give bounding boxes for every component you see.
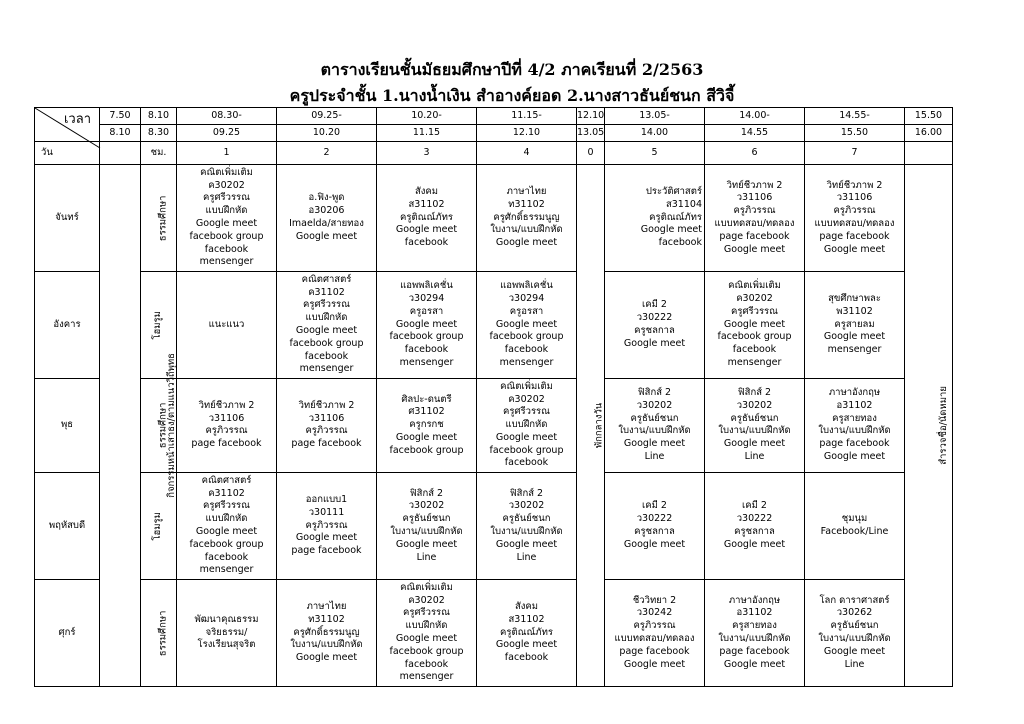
morning-activity-label: กิจกรรมหน้าเสาธง/ตามแนววิถีพุทธ [165,353,177,498]
time-start: 7.50 [100,108,141,125]
class-line: Google meet [295,652,358,664]
class-line: facebook [504,652,549,664]
hour-label: ชม. [141,142,177,165]
time-start: 14.55- [805,108,905,125]
class-line: ใบงาน/แบบฝึกหัด [718,425,791,437]
class-line: ฟิสิกส์ 2 [737,387,772,399]
time-start: 13.05- [605,108,705,125]
class-cell [477,579,577,686]
class-line: ว30202 [508,500,545,512]
class-line: Google meet [823,451,886,463]
class-line: ฟิสิกส์ 2 [409,487,444,499]
class-cell [605,272,705,379]
class-line: อ31102 [836,399,873,411]
class-line: ใบงาน/แบบฝึกหัด [618,425,691,437]
class-line: mensenger [727,357,782,369]
class-line: จริยธรรม/ [205,626,248,638]
class-line: ว30242 [636,607,673,619]
class-line: Google meet [495,538,558,550]
class-line: ส31104 [665,198,702,210]
class-line: Google meet [723,658,786,670]
class-line: page facebook [291,545,362,557]
class-cell [805,165,905,272]
class-line: ว30202 [408,500,445,512]
class-line: facebook [732,344,777,356]
homeroom-cell: โฮมรูม [141,472,177,579]
class-cell [605,472,705,579]
class-line: ครูอรสา [409,305,444,317]
class-line: facebook [204,243,249,255]
day-name: พุธ [35,379,100,473]
class-line: ครูติณณ์ภัทร [500,626,553,638]
class-line: facebook [504,344,549,356]
class-line: Google meet [395,632,458,644]
period-number: 4 [477,142,577,165]
day-row [35,165,953,272]
class-line: แอพพลิเคชั่น [500,280,553,292]
class-line: page facebook [819,438,890,450]
class-line: Google meet [640,224,702,236]
class-line: facebook group [389,444,464,456]
class-line: ครูกรกช [409,419,444,431]
class-cell [605,579,705,686]
class-line: Line [844,658,865,670]
time-end: 12.10 [477,125,577,142]
class-line: ภาษาไทย [306,600,347,612]
class-line: ครูศรีวรรณ [303,299,350,311]
class-cell [277,272,377,379]
class-line: Line [644,451,665,463]
evening-label: สำรวจชื่อ/นัดหมาย [937,386,949,465]
class-cell [277,472,377,579]
class-line: ครูภิวรรณ [733,205,776,217]
class-line: Imaelda/สายทอง [289,218,364,230]
class-line: facebook group [489,444,564,456]
class-line: ศิลปะ-ดนตรี [401,393,452,405]
class-line: Google meet [395,224,458,236]
class-cell [377,579,477,686]
period-number [100,142,141,165]
class-line: พัฒนาคุณธรรม [194,613,259,625]
homeroom-cell: โฮมรูม [141,272,177,379]
day-name: ศุกร์ [35,579,100,686]
class-line: ครูภิวรรณ [833,205,876,217]
class-line: ค31102 [308,286,345,298]
class-line: ศ31102 [408,406,445,418]
class-line: สังคม [514,600,539,612]
class-cell [805,272,905,379]
class-cell [477,165,577,272]
class-line: Google meet [195,218,258,230]
class-line: ค30202 [208,179,245,191]
class-line: แนะแนว [208,318,245,330]
class-line: ว30111 [308,506,345,518]
corner-cell [35,108,100,142]
class-line: ใบงาน/แบบฝึกหัด [818,632,891,644]
class-line: mensenger [499,357,554,369]
class-line: facebook group [189,230,264,242]
homeroom-teachers: ครูประจำชั้น 1.นางน้ำเงิน สำอางค์ยอด 2.นางสาวธันย์ชนก สีวิจี้ [289,86,735,105]
class-line: ท31102 [508,198,545,210]
class-line: วิทย์ชีวภาพ 2 [298,399,355,411]
class-cell [177,472,277,579]
class-cell [705,165,805,272]
homeroom-cell: ธรรมศึกษา [141,579,177,686]
class-line: ว30222 [636,312,673,324]
class-line: facebook [404,344,449,356]
class-line: Google meet [295,532,358,544]
lunch-cell [577,165,605,687]
class-line: แบบฝึกหัด [405,620,448,632]
period-number: 7 [805,142,905,165]
class-line: Line [416,551,437,563]
class-line: Line [516,551,537,563]
class-line: วิทย์ชีวภาพ 2 [826,179,883,191]
class-line: facebook [404,658,449,670]
class-line: ครูศักดิ์ธรรมนูญ [493,211,560,223]
class-line: ครูสายลม [834,318,875,330]
class-line: คณิตเพิ่มเติม [200,166,253,178]
class-line: ครูชลกาล [634,325,675,337]
class-line: ว31106 [308,412,345,424]
time-start: 08.30- [177,108,277,125]
day-name: จันทร์ [35,165,100,272]
class-line: สังคม [414,186,439,198]
class-line: ใบงาน/แบบฝึกหัด [490,525,563,537]
day-name: พฤหัสบดี [35,472,100,579]
class-line: Google meet [723,243,786,255]
class-cell [605,165,705,272]
class-line: facebook [304,350,349,362]
day-row [35,579,953,686]
class-line: Google meet [823,331,886,343]
time-end: 11.15 [377,125,477,142]
homeroom-cell: ธรรมศึกษา [141,379,177,473]
class-line: ครูธันย์ชนก [730,412,779,424]
class-line: Google meet [723,538,786,550]
class-line: เคมี 2 [742,500,767,512]
class-line: ภาษาอังกฤษ [728,594,781,606]
class-line: ออกแบบ1 [305,493,348,505]
lunch-label: พักกลางวัน [593,402,605,449]
class-line: ท31102 [308,613,345,625]
time-start: 11.15- [477,108,577,125]
class-line: ค31102 [208,487,245,499]
class-line: Line [744,451,765,463]
homeroom-cell: ธรรมศึกษา [141,165,177,272]
class-line: เคมี 2 [642,500,667,512]
class-cell [805,379,905,473]
class-cell [177,379,277,473]
class-line: ประวัติศาสตร์ [645,186,702,198]
class-cell [177,165,277,272]
time-end: 14.55 [705,125,805,142]
class-line: แบบฝึกหัด [205,513,248,525]
class-line: mensenger [399,357,454,369]
class-line: ว31106 [736,192,773,204]
class-line: ครูภิวรรณ [633,620,676,632]
class-line: Google meet [623,658,686,670]
time-start: 15.50 [905,108,953,125]
class-line: ส31102 [508,613,545,625]
class-line: แบบฝึกหัด [305,312,348,324]
class-line: ส31102 [408,198,445,210]
class-line: page facebook [719,230,790,242]
time-start: 10.20- [377,108,477,125]
class-line: page facebook [291,438,362,450]
class-cell [477,272,577,379]
class-line: Google meet [495,639,558,651]
class-cell [705,379,805,473]
period-number: 0 [577,142,605,165]
day-name: อังคาร [35,272,100,379]
time-label: เวลา [63,112,91,127]
class-line: ครูศักดิ์ธรรมนูญ [293,626,360,638]
period-number [905,142,953,165]
timetable [34,107,953,687]
class-line: คณิตศาสตร์ [201,474,252,486]
evening-cell [905,165,953,687]
class-line: ว31106 [836,192,873,204]
class-line: ครูศรีวรรณ [203,500,250,512]
class-line: Google meet [295,230,358,242]
class-line: facebook group [289,337,364,349]
class-line: ครูภิวรรณ [205,425,248,437]
class-line: ภาษาอังกฤษ [828,387,881,399]
class-line: แบบทดสอบ/ทดลอง [814,218,895,230]
class-cell [805,472,905,579]
class-line: อ.ฟิง-พูด [308,192,345,204]
class-line: Google meet [495,318,558,330]
class-line: facebook [204,551,249,563]
class-line: ว30202 [736,399,773,411]
class-line: ภาษาไทย [506,186,547,198]
timetable-title: ตารางเรียนชั้นมัธยมศึกษาปีที่ 4/2 ภาคเรียนที่ 2/2563 [320,60,704,79]
class-line: ครูสายทอง [832,412,877,424]
class-line: Google meet [395,318,458,330]
class-line: Google meet [395,538,458,550]
class-cell [605,379,705,473]
class-line: โลก ดาราศาสตร์ [819,594,890,606]
class-line: facebook [504,457,549,469]
time-start: 12.10 [577,108,605,125]
class-line: ครูธันย์ชนก [502,513,551,525]
class-line: ว31106 [208,412,245,424]
class-line: mensenger [827,344,882,356]
class-line: คณิตเพิ่มเติม [728,280,781,292]
class-line: แบบทดสอบ/ทดลอง [714,218,795,230]
class-cell [705,472,805,579]
class-line: ใบงาน/แบบฝึกหัด [818,425,891,437]
class-cell [477,472,577,579]
time-start: 14.00- [705,108,805,125]
class-line: ค30202 [408,594,445,606]
class-line: Google meet [495,237,558,249]
period-number: 1 [177,142,277,165]
class-line: ใบงาน/แบบฝึกหัด [718,632,791,644]
class-line: ครูอรสา [509,305,544,317]
class-line: เคมี 2 [642,299,667,311]
class-line: facebook [658,237,702,249]
class-cell [377,472,477,579]
class-cell [377,165,477,272]
class-line: อ30206 [308,205,345,217]
class-line: ว30294 [508,293,545,305]
period-number: 5 [605,142,705,165]
class-line: วิทย์ชีวภาพ 2 [198,399,255,411]
class-line: ครูชลกาล [634,525,675,537]
class-line: Google meet [495,431,558,443]
class-line: facebook group [489,331,564,343]
class-line: ชุมนุม [841,513,868,525]
class-line: สุขศึกษาพละ [828,293,881,305]
class-cell [277,165,377,272]
class-cell [177,272,277,379]
class-line: ครูธันย์ชนก [830,620,879,632]
class-line: Google meet [623,337,686,349]
time-end: 16.00 [905,125,953,142]
class-line: Google meet [823,243,886,255]
class-line: แบบฝึกหัด [205,205,248,217]
time-start: 09.25- [277,108,377,125]
class-line: คณิตเพิ่มเติม [400,581,453,593]
period-number: 3 [377,142,477,165]
time-end: 8.30 [141,125,177,142]
class-line: Google meet [823,645,886,657]
class-line: ใบงาน/แบบฝึกหัด [490,224,563,236]
class-line: ว30202 [636,399,673,411]
class-line: ครูศรีวรรณ [503,406,550,418]
class-cell [377,272,477,379]
class-line: ใบงาน/แบบฝึกหัด [290,639,363,651]
class-cell [705,272,805,379]
class-line: mensenger [199,256,254,268]
class-line: Google meet [723,318,786,330]
class-line: คณิตเพิ่มเติม [500,380,553,392]
class-line: ค30202 [508,393,545,405]
class-line: วิทย์ชีวภาพ 2 [726,179,783,191]
class-line: mensenger [299,363,354,375]
class-line: อ31102 [736,607,773,619]
class-line: ครูธันย์ชนก [402,513,451,525]
class-cell [705,579,805,686]
class-line: แอพพลิเคชั่น [400,280,453,292]
class-line: ฟิสิกส์ 2 [509,487,544,499]
class-line: facebook group [389,331,464,343]
class-line: ครูภิวรรณ [305,425,348,437]
class-line: Google meet [723,438,786,450]
class-cell [277,579,377,686]
class-line: ใบงาน/แบบฝึกหัด [390,525,463,537]
time-end: 10.20 [277,125,377,142]
class-line: ครูสายทอง [732,620,777,632]
class-line: Google meet [195,525,258,537]
day-label: วัน [35,142,100,165]
class-line: แบบทดสอบ/ทดลอง [614,632,695,644]
class-line: Google meet [623,438,686,450]
time-end: 13.05 [577,125,605,142]
period-number: 2 [277,142,377,165]
class-line: ครูติณณ์ภัทร [400,211,453,223]
class-line: page facebook [619,645,690,657]
class-line: facebook [404,237,449,249]
time-end: 8.10 [100,125,141,142]
class-cell [477,379,577,473]
class-line: facebook group [189,538,264,550]
time-start: 8.10 [141,108,177,125]
class-line: ครูศรีวรรณ [731,305,778,317]
class-line: page facebook [719,645,790,657]
class-line: คณิตศาสตร์ [301,273,352,285]
class-line: ครูธันย์ชนก [630,412,679,424]
class-line: ว30294 [408,293,445,305]
class-line: ครูภิวรรณ [305,519,348,531]
class-line: page facebook [819,230,890,242]
period-number: 6 [705,142,805,165]
class-line: facebook group [717,331,792,343]
class-line: facebook group [389,645,464,657]
class-line: page facebook [191,438,262,450]
class-line: mensenger [199,564,254,576]
class-line: พ31102 [836,305,873,317]
class-line: ชีววิทยา 2 [632,594,677,606]
class-line: แบบฝึกหัด [505,419,548,431]
class-line: ครูศรีวรรณ [203,192,250,204]
class-line: ครูศรีวรรณ [403,607,450,619]
class-line: ครูติณณ์ภัทร [649,211,702,223]
class-line: ครูชลกาล [734,525,775,537]
time-end: 14.00 [605,125,705,142]
class-line: mensenger [399,671,454,683]
class-cell [177,579,277,686]
class-line: ว30222 [736,513,773,525]
class-line: ฟิสิกส์ 2 [637,387,672,399]
class-cell [805,579,905,686]
time-end: 09.25 [177,125,277,142]
class-line: ค30202 [736,293,773,305]
class-line: Google meet [295,325,358,337]
time-end: 15.50 [805,125,905,142]
class-line: Facebook/Line [820,525,889,537]
class-line: ว30222 [636,513,673,525]
class-line: ว30262 [836,607,873,619]
class-cell [377,379,477,473]
class-cell [277,379,377,473]
class-line: Google meet [395,431,458,443]
class-line: Google meet [623,538,686,550]
class-line: โรงเรียนสุจริต [197,639,256,651]
